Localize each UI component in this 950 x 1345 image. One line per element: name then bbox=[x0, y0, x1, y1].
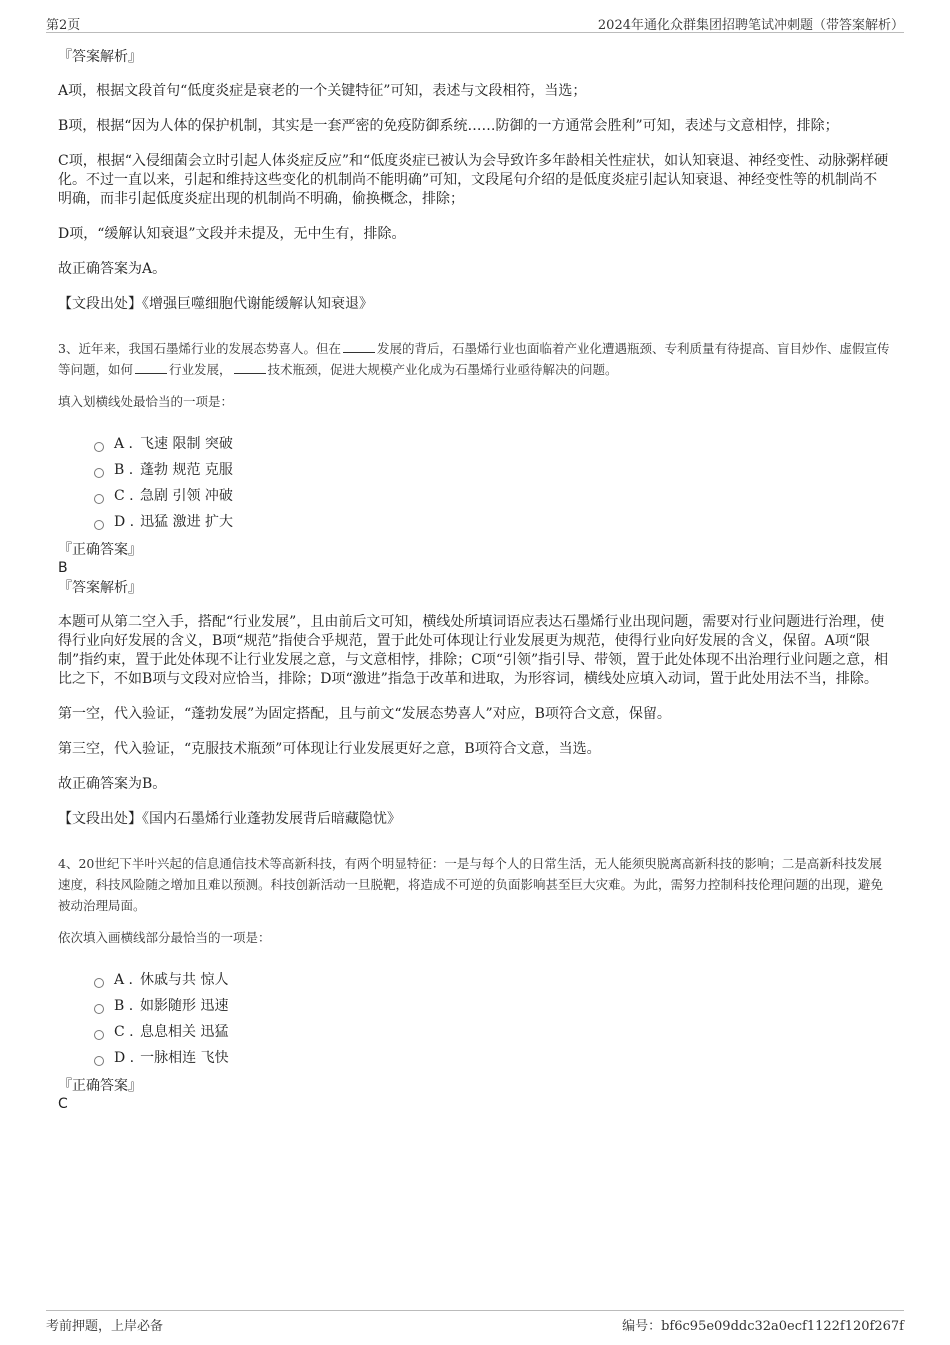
radio-icon[interactable] bbox=[94, 1056, 104, 1066]
q3-blank-2 bbox=[135, 361, 167, 374]
q3-analysis-para-1: 本题可从第二空入手，搭配“行业发展”，且由前后文可知，横线处所填词语应表达石墨烯行业出现问题，需要对行业问题进行治理，使得行业向好发展的含义，B项“规范”指使合乎规范，置于此处可体现让行业发展更为规范，使得行业向好发展的含义，保留。A项“限制”指约束，置于此处体现不让行业发展之意，与文意相悖，排除；C项“引领”指引导、带领，置于此处体现不出治理行业问题之意，相比之下，不如B项与文段对应恰当，排除；D项“激进”指急于改革和进取，为形容词，横线处应填入动词，置于此处用法不当，排除。 bbox=[58, 614, 889, 687]
q3-source: 【文段出处】《国内石墨烯行业蓬勃发展背后暗藏隐忧》 bbox=[58, 811, 401, 827]
q4-prompt: 依次填入画横线部分最恰当的一项是： bbox=[58, 930, 271, 945]
q3-prompt: 填入划横线处最恰当的一项是： bbox=[58, 394, 234, 409]
radio-icon[interactable] bbox=[94, 494, 104, 504]
q3-analysis-para-2: 第一空，代入验证，“蓬勃发展”为固定搭配，且与前文“发展态势喜人”对应，B项符合文意，保留。 bbox=[58, 706, 671, 722]
document-title: 2024年通化众群集团招聘笔试冲刺题（带答案解析） bbox=[597, 18, 904, 33]
q4-correct-answer: C bbox=[58, 1096, 68, 1112]
q3-blank-1 bbox=[343, 340, 375, 353]
q2-source: 【文段出处】《增强巨噬细胞代谢能缓解认知衰退》 bbox=[58, 296, 373, 312]
q3-blank-3 bbox=[234, 361, 266, 374]
page-content bbox=[58, 48, 890, 1115]
radio-icon[interactable] bbox=[94, 978, 104, 988]
radio-icon[interactable] bbox=[94, 442, 104, 452]
q4-option-d[interactable]: D . 一脉相连 飞快 bbox=[94, 1045, 890, 1071]
q2-analysis-para-a: A项，根据文段首句“低度炎症是衰老的一个关键特征”可知，表述与文段相符，当选； bbox=[58, 83, 587, 99]
q4-correct-label: 『正确答案』 bbox=[58, 1078, 142, 1094]
q4-options bbox=[94, 967, 890, 1071]
q3-correct-answer: B bbox=[58, 560, 68, 576]
radio-icon[interactable] bbox=[94, 1030, 104, 1040]
q3-analysis-label: 『答案解析』 bbox=[58, 580, 142, 596]
radio-icon[interactable] bbox=[94, 1004, 104, 1014]
q2-analysis-para-c: C项，根据“入侵细菌会立时引起人体炎症反应”和“低度炎症已被认为会导致许多年龄相关性症状，如认知衰退、神经变性、动脉粥样硬化。不过一直以来，引起和维持这些变化的机制尚不能明确”可知，文段尾句介绍的是低度炎症引起认知衰退、神经变性等的机制尚不明确，而非引起低度炎症出现的机制尚不明确，偷换概念，排除； bbox=[58, 153, 889, 207]
page-footer bbox=[46, 1310, 904, 1337]
q3-stem: 3、近年来，我国石墨烯行业的发展态势喜人。但在 发展的背后，石墨烯行业也面临着产业化遭遇瓶颈、专利质量有待提高、盲目炒作、虚假宣传等问题，如何 行业发展， 技术瓶颈，促进大规模产业化成为石墨烯行业亟待解决的问题。 bbox=[58, 341, 890, 377]
q3-option-a[interactable]: A . 飞速 限制 突破 bbox=[94, 431, 890, 457]
q3-option-c[interactable]: C . 急剧 引领 冲破 bbox=[94, 483, 890, 509]
q3-correct-label: 『正确答案』 bbox=[58, 542, 142, 558]
radio-icon[interactable] bbox=[94, 468, 104, 478]
q4-option-c[interactable]: C . 息息相关 迅猛 bbox=[94, 1019, 890, 1045]
page-header bbox=[46, 14, 904, 33]
q3-option-d[interactable]: D . 迅猛 激进 扩大 bbox=[94, 509, 890, 535]
q3-analysis-para-3: 第三空，代入验证，“克服技术瓶颈”可体现让行业发展更好之意，B项符合文意，当选。 bbox=[58, 741, 601, 757]
q4-stem: 4、20世纪下半叶兴起的信息通信技术等高新科技，有两个明显特征：一是与每个人的日常生活，无人能须臾脱离高新科技的影响；二是高新科技发展速度，科技风险随之增加且难以预测。科技创新活动一旦脱靶，将造成不可逆的负面影响甚至巨大灾难。为此，需努力控制科技伦理问题的出现，避免被动治理局面。 bbox=[58, 856, 884, 913]
q3-conclusion: 故正确答案为B。 bbox=[58, 776, 167, 792]
q2-analysis-para-d: D项，“缓解认知衰退”文段并未提及，无中生有，排除。 bbox=[58, 226, 406, 242]
q4-option-a[interactable]: A . 休戚与共 惊人 bbox=[94, 967, 890, 993]
q2-conclusion: 故正确答案为A。 bbox=[58, 261, 167, 277]
page-number: 第2页 bbox=[46, 18, 81, 33]
q3-option-b[interactable]: B . 蓬勃 规范 克服 bbox=[94, 457, 890, 483]
footer-slogan: 考前押题，上岸必备 bbox=[46, 1319, 164, 1334]
q2-analysis-label: 『答案解析』 bbox=[58, 49, 142, 65]
q3-options bbox=[94, 431, 890, 535]
q2-analysis-para-b: B项，根据“因为人体的保护机制，其实是一套严密的免疫防御系统……防御的一方通常会胜利”可知，表述与文意相悖，排除； bbox=[58, 118, 839, 134]
document-code: 编号：bf6c95e09ddc32a0ecf1122f120f267f bbox=[622, 1319, 904, 1334]
q4-option-b[interactable]: B . 如影随形 迅速 bbox=[94, 993, 890, 1019]
radio-icon[interactable] bbox=[94, 520, 104, 530]
